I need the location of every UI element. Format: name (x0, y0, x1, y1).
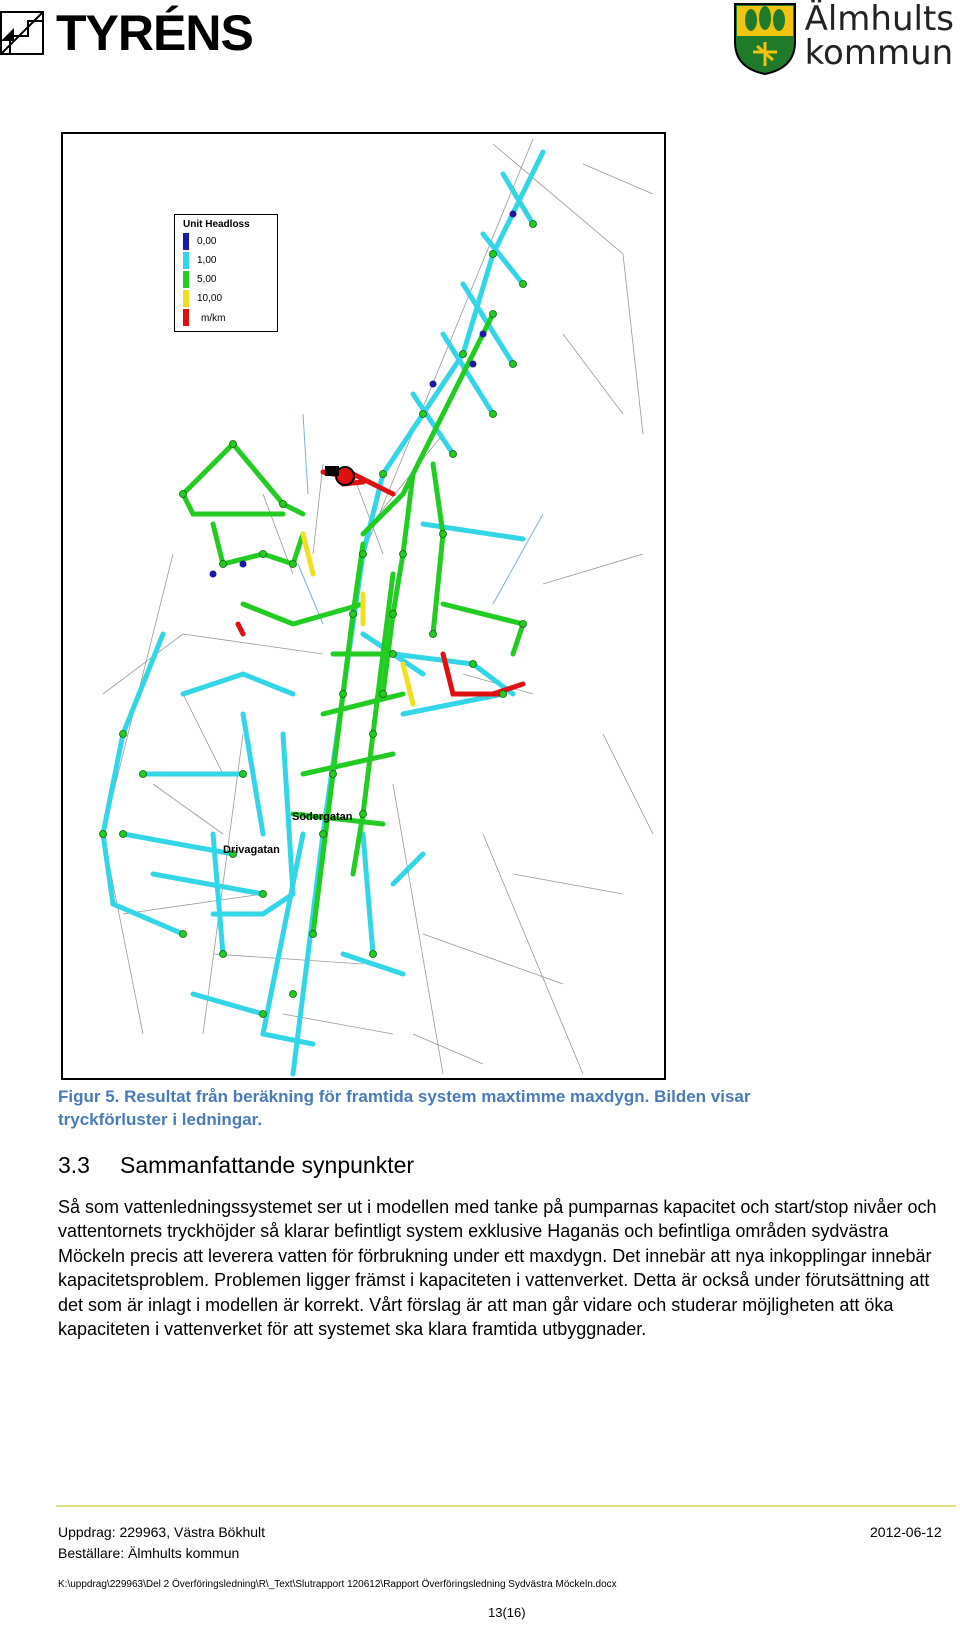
tyrens-logo (0, 5, 253, 61)
legend-label: 1,00 (197, 255, 217, 266)
almhult-shield-icon (733, 2, 797, 76)
almhult-logo (733, 2, 954, 76)
section-heading (58, 1152, 414, 1179)
street-label-drivagatan: Drivagatan (223, 844, 280, 856)
section-title: Sammanfattande synpunkter (120, 1152, 415, 1178)
legend-title: Unit Headloss (183, 219, 250, 230)
legend-swatch (183, 271, 189, 288)
footer-divider (56, 1505, 956, 1507)
green-pipes (183, 314, 523, 934)
tyrens-mark-icon (0, 11, 44, 55)
legend-item (183, 233, 216, 250)
legend-swatch (183, 252, 189, 269)
body-paragraph: Så som vattenledningssystemet ser ut i modellen med tanke på pumparnas kapacitet och start/stop nivåer och vattentornets tryckhöjder så klarar befintligt system exklusive Haganäs och befintliga områden sydvästra Möckeln precis att leverera vatten för förbrukning under ett maxdygn. Det innebär att nya inkopplingar innebär kapacitetsproblem. Problemen ligger främst i kapaciteten i vattenverket. Detta är också under förutsättning att det som är inlagt i modellen är korrekt. Vårt förslag är att man går vidare och studerar möjligheten att öka kapaciteten i vattenverket för att systemet ska klara framtida utbyggnader. (58, 1197, 937, 1340)
almhult-line1: Älmhults (804, 0, 954, 39)
legend-unit: m/km (201, 313, 226, 324)
almhult-line2: kommun (804, 33, 954, 73)
tyrens-wordmark: TYRÉNS (56, 5, 253, 61)
figure-caption: Figur 5. Resultat från beräkning för framtida system maxtimme maxdygn. Bilden visar tryckförluster i ledningar. (58, 1087, 751, 1129)
page-number: 13(16) (488, 1605, 526, 1620)
footer-client: Beställare: Älmhults kommun (58, 1545, 240, 1561)
footer-file-path: K:\uppdrag\229963\Del 2 Överföringsledning\R\_Text\Slutrapport 120612\Rapport Överföringsledning Sydvästra Möckeln.docx (58, 1579, 617, 1590)
section-number: 3.3 (58, 1152, 90, 1178)
legend-label: 5,00 (197, 274, 217, 285)
footer-assignment: Uppdrag: 229963, Västra Bökhult (58, 1524, 266, 1540)
legend-label: 0,00 (197, 236, 217, 247)
legend-item (183, 309, 197, 326)
legend-swatch (183, 233, 189, 250)
map-legend (174, 214, 278, 332)
pump-station-icon (325, 466, 354, 485)
footer-date: 2012-06-12 (870, 1524, 942, 1540)
street-label-sodergatan: Södergatan (292, 811, 353, 823)
legend-swatch (183, 290, 189, 307)
pipe-network-drawing (63, 134, 664, 1078)
legend-item (183, 290, 222, 307)
legend-swatch (183, 309, 189, 326)
legend-item (183, 252, 216, 269)
legend-item (183, 271, 216, 288)
legend-label: 10,00 (197, 293, 223, 304)
watercourses (298, 414, 543, 624)
network-map (61, 132, 666, 1080)
